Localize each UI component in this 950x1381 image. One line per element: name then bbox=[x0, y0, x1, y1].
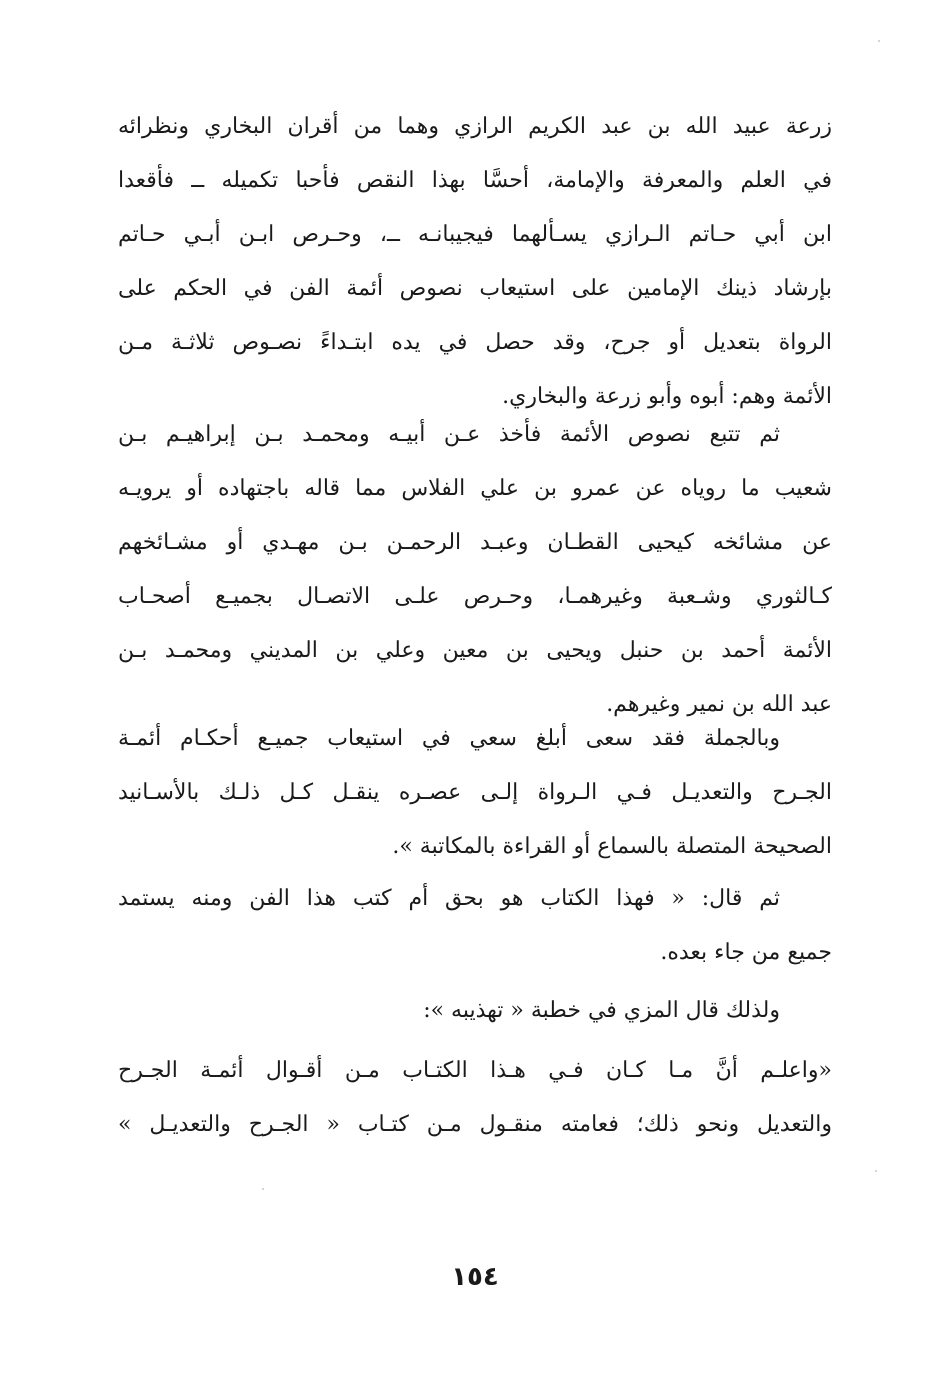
text-line: الأئمة أحمد بن حنبل ويحيى بن معين وعلي بن المديني ومحمـد بـن bbox=[118, 638, 832, 663]
text-line: زرعة عبيد الله بن عبد الكريم الرازي وهما من أقران البخاري ونظرائه bbox=[118, 114, 832, 139]
text-line: جميع من جاء بعده. bbox=[660, 940, 832, 965]
paragraph-2 bbox=[118, 408, 832, 732]
text-line: ولذلك قال المزي في خطبة « تهذيبه »: bbox=[423, 998, 780, 1023]
text-line: الرواة بتعديل أو جرح، وقد حصل في يده ابتـداءً نصـوص ثلاثـة مـن bbox=[118, 330, 832, 355]
scan-speck bbox=[262, 1188, 264, 1190]
paragraph-1 bbox=[118, 100, 832, 424]
text-line: بإرشاد ذينك الإمامين على استيعاب نصوص أئمة الفن في الحكم على bbox=[118, 276, 832, 301]
text-line: ثم قال: « فهذا الكتاب هو بحق أم كتب هذا الفن ومنه يستمد bbox=[118, 886, 780, 911]
text-line: الصحيحة المتصلة بالسماع أو القراءة بالمكاتبة ». bbox=[392, 834, 832, 859]
text-line: في العلم والمعرفة والإمامة، أحسَّا بهذا النقص فأحبا تكميله ــ فأقعدا bbox=[118, 168, 832, 193]
scan-speck bbox=[875, 1170, 877, 1172]
paragraph-5 bbox=[118, 984, 832, 1038]
text-line: ثم تتبع نصوص الأئمة فأخذ عـن أبيـه ومحمـد بـن إبراهيـم بـن bbox=[118, 422, 780, 447]
paragraph-4 bbox=[118, 872, 832, 980]
quotation-paragraph bbox=[118, 1044, 832, 1152]
text-line: وبالجملة فقد سعى أبلغ سعي في استيعاب جميـع أحكـام أئمـة bbox=[118, 726, 780, 751]
text-line: عن مشائخه كيحيى القطـان وعبـد الرحمـن بـن مهـدي أو مشـائخهم bbox=[118, 530, 832, 555]
text-line: «واعلـم أنَّ مـا كـان فـي هـذا الكتـاب مـن أقـوال أئمـة الجـرح bbox=[118, 1058, 832, 1083]
paragraph-3 bbox=[118, 712, 832, 874]
text-line: الجـرح والتعديـل فـي الـرواة إلـى عصـره ينقـل كـل ذلـك بالأسـانيد bbox=[118, 780, 832, 805]
text-line: الأئمة وهم: أبوه وأبو زرعة والبخاري. bbox=[502, 384, 832, 409]
text-line: ابن أبي حـاتم الـرازي يسـألهما فيجيبانـه ــ، وحـرص ابـن أبـي حـاتم bbox=[118, 222, 832, 247]
text-line: عبد الله بن نمير وغيرهم. bbox=[606, 692, 832, 717]
text-line: شعيب ما روياه عن عمرو بن علي الفلاس مما قاله باجتهاده أو يرويـه bbox=[118, 476, 832, 501]
page-number: ١٥٤ bbox=[451, 1262, 499, 1292]
text-line: والتعديل ونحو ذلك؛ فعامته منقـول مـن كتـاب « الجـرح والتعديـل » bbox=[118, 1112, 832, 1137]
text-line: كـالثوري وشـعبة وغيرهمـا، وحـرص علـى الاتصـال بجميـع أصحـاب bbox=[118, 584, 832, 609]
scan-speck bbox=[878, 40, 880, 42]
